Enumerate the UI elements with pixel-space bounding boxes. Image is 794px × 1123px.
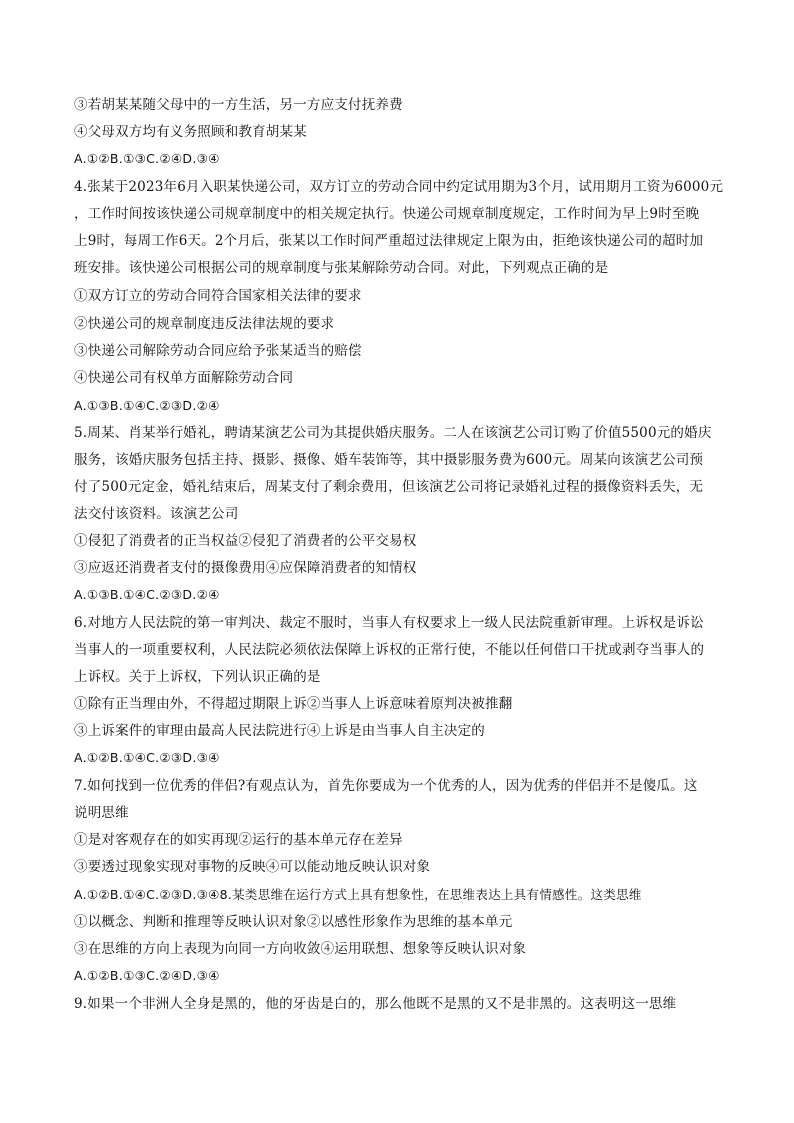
- answer-choices: A.①②B.①④C.②③D.③④: [74, 750, 220, 765]
- question-text: 服务，该婚庆服务包括主持、摄影、摄像、婚车装饰等，其中摄影服务费为600元。周某向该演艺公司预: [74, 452, 704, 468]
- option-line: ①除有正当理由外，不得超过期限上诉②当事人上诉意味着原判决被推翻: [74, 696, 513, 712]
- question-text: 付了500元定金，婚礼结束后，周某支付了剩余费用，但该演艺公司将记录婚礼过程的摄像资料丢失，无: [74, 479, 704, 495]
- option-line: ③上诉案件的审理由最高人民法院进行④上诉是由当事人自主决定的: [74, 723, 485, 739]
- option-line: ①双方订立的劳动合同符合国家相关法律的要求: [74, 288, 362, 304]
- option-line: ④快递公司有权单方面解除劳动合同: [74, 370, 294, 386]
- answer-choices: A.①②B.①④C.②③D.③④8.某类思维在运行方式上具有想象性，在思维表达上具有情感性。这类思维: [74, 887, 642, 902]
- answer-choices: A.①③B.①④C.②③D.②④: [74, 587, 220, 602]
- option-line: ②快递公司的规章制度违反法律法规的要求: [74, 316, 335, 332]
- option-line: ③要透过现象实现对事物的反映④可以能动地反映认识对象: [74, 859, 431, 875]
- question-text: 班安排。该快递公司根据公司的规章制度与张某解除劳动合同。对此，下列观点正确的是: [74, 260, 609, 276]
- answer-choices: A.①②B.①③C.②④D.③④: [74, 968, 220, 983]
- text-line: ④父母双方均有义务照顾和教育胡某某: [74, 124, 307, 140]
- question-text: 当事人的一项重要权利，人民法院必须依法保障上诉权的正常行使，不能以任何借口干扰或剥夺当事人的: [74, 642, 705, 658]
- text-line: ③若胡某某随父母中的一方生活，另一方应支付抚养费: [74, 97, 403, 113]
- question-text: 7.如何找到一位优秀的伴侣?有观点认为，首先你要成为一个优秀的人，因为优秀的伴侣并不是傻瓜。这: [74, 778, 698, 794]
- answer-choices: A.①③B.①④C.②③D.②④: [74, 398, 220, 413]
- question-text: 4.张某于2023年6月入职某快递公司，双方订立的劳动合同中约定试用期为3个月，试用期月工资为6000元: [74, 179, 724, 195]
- option-line: ①侵犯了消费者的正当权益②侵犯了消费者的公平交易权: [74, 533, 417, 549]
- question-text: 上诉权。关于上诉权，下列认识正确的是: [74, 669, 321, 685]
- question-text: 法交付该资料。该演艺公司: [74, 506, 239, 522]
- question-text: 9.如果一个非洲人全身是黑的，他的牙齿是白的，那么他既不是黑的又不是非黑的。这表明这一思维: [74, 996, 677, 1012]
- question-text: 5.周某、肖某举行婚礼，聘请某演艺公司为其提供婚庆服务。二人在该演艺公司订购了价值5500元的婚庆: [74, 425, 712, 441]
- question-text: 6.对地方人民法院的第一审判决、裁定不服时，当事人有权要求上一级人民法院重新审理。上诉权是诉讼: [74, 615, 704, 631]
- question-text: ，工作时间按该快递公司规章制度中的相关规定执行。快递公司规章制度规定，工作时间为早上9时至晚: [74, 206, 700, 222]
- option-line: ③快递公司解除劳动合同应给予张某适当的赔偿: [74, 343, 362, 359]
- option-line: ③应返还消费者支付的摄像费用④应保障消费者的知情权: [74, 560, 417, 576]
- question-text: 上9时，每周工作6天。2个月后，张某以工作时间严重超过法律规定上限为由，拒绝该快递公司的超时加: [74, 233, 704, 249]
- option-line: ①是对客观存在的如实再现②运行的基本单元存在差异: [74, 832, 403, 848]
- option-line: ③在思维的方向上表现为向同一方向收敛④运用联想、想象等反映认识对象: [74, 941, 527, 957]
- answer-choices: A.①②B.①③C.②④D.③④: [74, 151, 220, 166]
- option-line: ①以概念、判断和推理等反映认识对象②以感性形象作为思维的基本单元: [74, 914, 513, 930]
- question-text: 说明思维: [74, 805, 129, 821]
